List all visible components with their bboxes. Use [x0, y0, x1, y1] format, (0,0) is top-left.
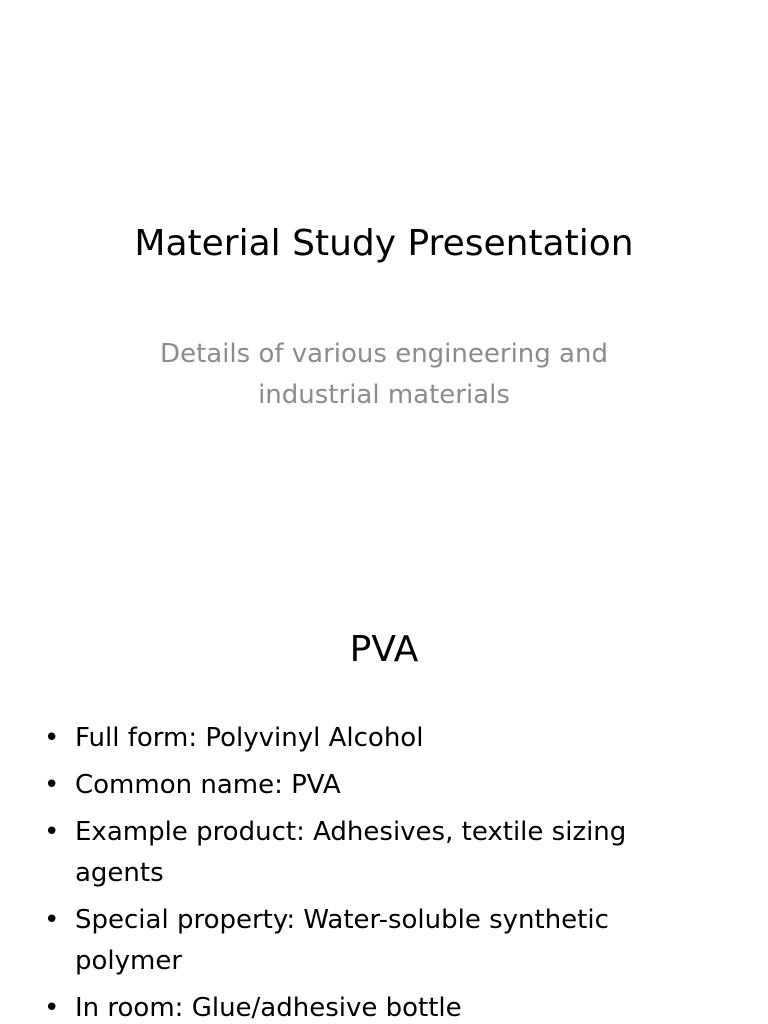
bullet-dot-icon: •	[44, 723, 60, 753]
bullet-text: Special property: Water-soluble synthetic polymer	[75, 905, 609, 976]
bullet-item	[0, 765, 700, 806]
presentation-title: Material Study Presentation	[134, 223, 634, 264]
bullet-text: Full form: Polyvinyl Alcohol	[75, 723, 424, 753]
bullet-item	[0, 812, 700, 894]
bullet-item	[0, 718, 700, 759]
bullet-dot-icon: •	[44, 817, 60, 847]
presentation-subtitle: Details of various engineering and industrial materials	[160, 339, 608, 410]
bullet-text: Example product: Adhesives, textile sizing agents	[75, 817, 627, 888]
bullet-item	[0, 900, 700, 982]
slide-title: PVA	[349, 629, 419, 670]
bullet-list	[0, 718, 700, 1024]
bullet-dot-icon: •	[44, 993, 60, 1023]
bullet-dot-icon: •	[44, 770, 60, 800]
bullet-item	[0, 988, 700, 1024]
bullet-dot-icon: •	[44, 905, 60, 935]
pva-slide	[0, 576, 768, 1024]
bullet-text: Common name: PVA	[75, 770, 341, 800]
bullet-text: In room: Glue/adhesive bottle	[75, 993, 462, 1023]
